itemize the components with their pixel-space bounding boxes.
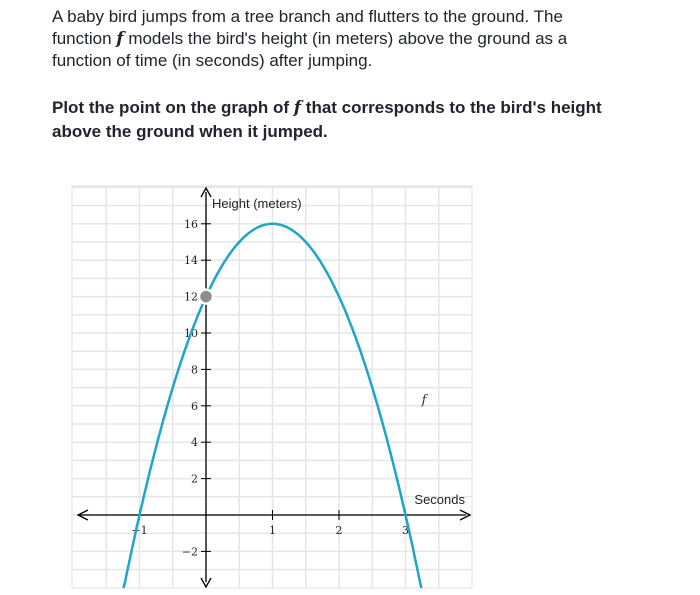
question-line-2-end: models the bird's height (in meters) above the ground as a (123, 29, 568, 48)
y-tick-label: 10 (184, 327, 198, 340)
y-tick-label: −2 (181, 545, 198, 559)
y-axis-label: Height (meters) (212, 196, 302, 211)
question-line-3: function of time (in seconds) after jumping. (52, 51, 373, 70)
x-tick-label: 1 (269, 524, 276, 537)
x-axis-label: Seconds (414, 492, 465, 507)
movable-point[interactable] (199, 290, 213, 304)
function-label: f (421, 393, 427, 408)
y-tick-label: 14 (184, 254, 198, 268)
question-line-2-start: function (52, 29, 117, 48)
task-line-1-end: that corresponds to the bird's height (301, 98, 602, 117)
y-tick-label: 16 (184, 217, 198, 231)
y-tick-label: 6 (191, 399, 198, 413)
task-line-1-start: Plot the point on the graph of (52, 98, 294, 117)
y-tick-label: 8 (191, 363, 198, 377)
function-name: f (116, 29, 124, 49)
x-tick-label: −1 (131, 524, 148, 537)
y-tick-label: 12 (184, 290, 198, 304)
y-tick-label: 4 (191, 436, 198, 450)
task-line-2: above the ground when it jumped. (52, 122, 328, 141)
x-tick-label: 3 (402, 524, 409, 537)
x-tick-label: 2 (335, 524, 343, 537)
y-tick-label: 2 (191, 472, 198, 486)
task-function-name: f (293, 98, 302, 118)
question-line-1: A baby bird jumps from a tree branch and flutters to the ground. The (52, 7, 563, 26)
